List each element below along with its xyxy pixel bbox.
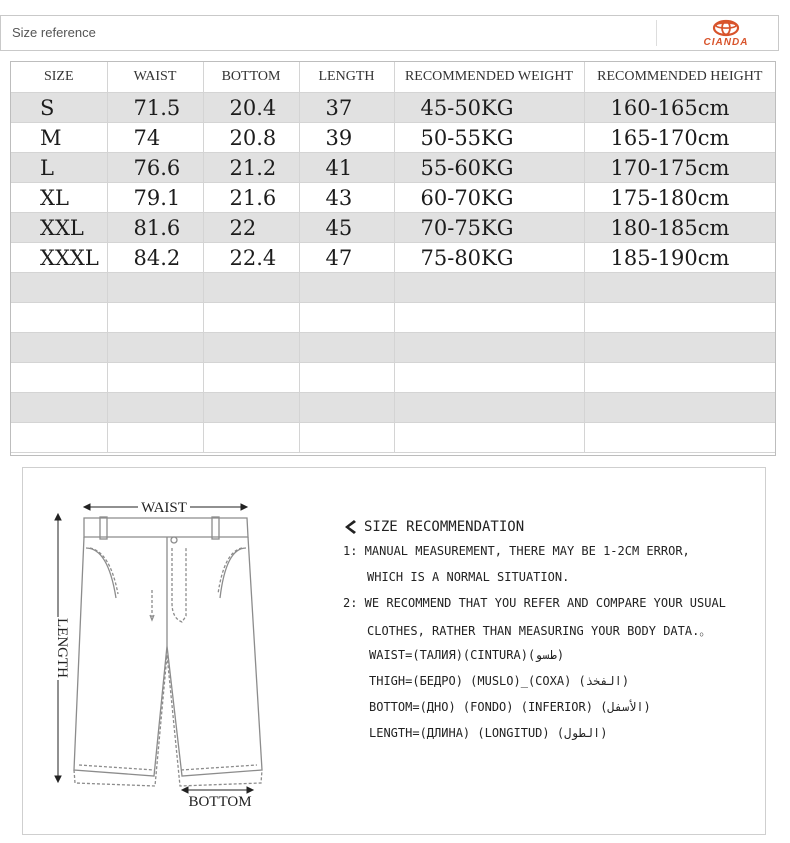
- bottom-translation: BOTTOM=(ДНО) (FONDO) (INFERIOR) (الأسفل): [369, 700, 651, 714]
- bottom-label: BOTTOM: [188, 794, 252, 810]
- table-cell: 81.6: [107, 213, 203, 243]
- table-cell: L: [11, 153, 107, 183]
- chevron-left-icon: [342, 518, 358, 536]
- table-cell: 45: [299, 213, 394, 243]
- table-cell: 75-80KG: [394, 243, 584, 273]
- column-header: RECOMMENDED WEIGHT: [394, 62, 584, 93]
- table-cell: 20.4: [203, 93, 299, 123]
- table-cell: XXXL: [11, 243, 107, 273]
- table-cell: M: [11, 123, 107, 153]
- column-header: BOTTOM: [203, 62, 299, 93]
- table-cell: 71.5: [107, 93, 203, 123]
- table-cell: 22: [203, 213, 299, 243]
- table-cell: 84.2: [107, 243, 203, 273]
- thigh-translation: THIGH=(БЕДРО) (MUSLO)_(COXA) (الفخذ): [369, 674, 630, 688]
- table-cell: 170-175cm: [584, 153, 775, 183]
- table-cell: 74: [107, 123, 203, 153]
- table-cell: 160-165cm: [584, 93, 775, 123]
- page-title: Size reference: [12, 25, 96, 40]
- column-header: LENGTH: [299, 62, 394, 93]
- table-cell: 175-180cm: [584, 183, 775, 213]
- table-cell: 21.2: [203, 153, 299, 183]
- note-2-line-1: 2: WE RECOMMEND THAT YOU REFER AND COMPARE YOUR USUAL: [343, 596, 726, 610]
- table-cell: 55-60KG: [394, 153, 584, 183]
- length-translation: LENGTH=(ДЛИНА) (LONGITUD) (الطول): [369, 726, 608, 740]
- note-1-line-1: 1: MANUAL MEASUREMENT, THERE MAY BE 1-2CM ERROR,: [343, 544, 690, 558]
- shorts-outline: [74, 517, 262, 786]
- table-cell: 41: [299, 153, 394, 183]
- column-header: SIZE: [11, 62, 107, 93]
- waist-label: WAIST: [141, 500, 187, 516]
- table-cell: 37: [299, 93, 394, 123]
- table-cell: XXL: [11, 213, 107, 243]
- table-cell: 43: [299, 183, 394, 213]
- table-cell: 20.8: [203, 123, 299, 153]
- table-cell: 70-75KG: [394, 213, 584, 243]
- table-cell: 165-170cm: [584, 123, 775, 153]
- note-2-line-2: CLOTHES, RATHER THAN MEASURING YOUR BODY DATA.。: [367, 624, 712, 638]
- table-cell: 185-190cm: [584, 243, 775, 273]
- table-cell: 60-70KG: [394, 183, 584, 213]
- column-header: WAIST: [107, 62, 203, 93]
- table-cell: 180-185cm: [584, 213, 775, 243]
- table-cell: 39: [299, 123, 394, 153]
- table-cell: 22.4: [203, 243, 299, 273]
- waist-translation: WAIST=(ТАЛИЯ)(CINTURA)(طسو): [369, 648, 565, 662]
- length-label: LENGTH: [54, 618, 70, 678]
- table-cell: 76.6: [107, 153, 203, 183]
- note-1-line-2: WHICH IS A NORMAL SITUATION.: [367, 570, 570, 584]
- table-cell: 50-55KG: [394, 123, 584, 153]
- table-cell: 79.1: [107, 183, 203, 213]
- table-cell: 21.6: [203, 183, 299, 213]
- recommendation-title: SIZE RECOMMENDATION: [364, 519, 525, 535]
- table-cell: S: [11, 93, 107, 123]
- bottom-arrow: [182, 787, 253, 793]
- table-cell: 45-50KG: [394, 93, 584, 123]
- table-cell: XL: [11, 183, 107, 213]
- column-header: RECOMMENDED HEIGHT: [584, 62, 775, 93]
- brand-name: CIANDA: [703, 37, 749, 48]
- table-cell: 47: [299, 243, 394, 273]
